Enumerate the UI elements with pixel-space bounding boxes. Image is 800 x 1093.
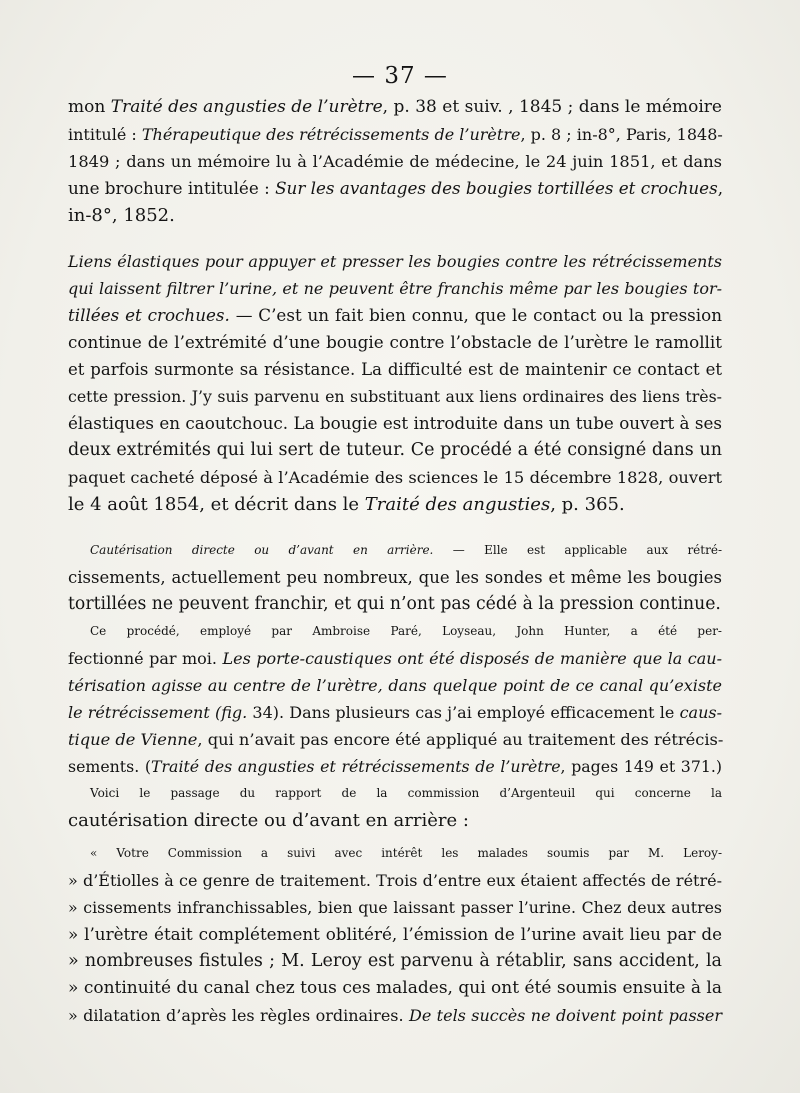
page-number: — 37 — xyxy=(352,63,448,89)
italic-run: qui laissent filtrer l’urine, et ne peuvent être franchis même par les bougies tor- xyxy=(68,279,722,298)
text-line xyxy=(68,437,722,464)
text-line xyxy=(68,564,722,591)
italic-run: térisation agisse au centre de l’urètre, dans quelque point de ce canal qu’existe xyxy=(68,676,722,695)
italic-run: De tels succès ne doivent point passer xyxy=(408,1006,722,1025)
text-run: 1849 ; dans un mémoire lu à l’Académie de médecine, le 24 juin 1851, et dans xyxy=(68,152,722,171)
text-line xyxy=(68,672,722,699)
text-run: tortillées ne peuvent franchir, et qui n’ont pas cédé à la pression continue. xyxy=(68,594,721,614)
paragraph-elastic-ties xyxy=(68,248,722,518)
text-run: , pages 149 et 371.) xyxy=(560,757,723,776)
text-line xyxy=(68,410,722,437)
paragraph-report-intro xyxy=(68,780,722,834)
text-line xyxy=(68,202,722,229)
italic-run: Traité des angusties et rétrécissements de l’urètre xyxy=(151,757,561,776)
text-line xyxy=(68,726,722,753)
text-line xyxy=(68,121,722,148)
text-run: cette pression. J’y suis parvenu en substituant aux liens ordinaires des liens très- xyxy=(68,387,722,406)
italic-run: Cautérisation directe ou d’avant en arrière. xyxy=(90,543,434,557)
text-run: , p. 38 et suiv. , 1845 ; dans le mémoire xyxy=(382,97,722,117)
text-run: fectionné par moi. xyxy=(68,649,223,668)
text-run: continue de l’extrémité d’une bougie contre l’obstacle de l’urètre le ramollit xyxy=(68,332,722,352)
text-line xyxy=(68,148,722,175)
text-line xyxy=(68,537,722,564)
italic-run: Thérapeutique des rétrécissements de l’urètre xyxy=(141,125,521,144)
text-line xyxy=(68,383,722,410)
italic-run: Traité des angusties de l’urètre xyxy=(110,97,383,117)
text-line xyxy=(68,894,722,921)
text-run: Ce procédé, employé par Ambroise Paré, Loyseau, John Hunter, a été per- xyxy=(90,624,722,638)
text-line xyxy=(68,329,722,356)
italic-run: Liens élastiques pour appuyer et presser les bougies contre les rétrécissements xyxy=(68,252,722,271)
text-run: cissements, actuellement peu nombreux, que les sondes et même les bougies xyxy=(68,568,722,587)
text-run: » cissements infranchissables, bien que laissant passer l’urine. Chez deux autres xyxy=(68,898,722,917)
text-line xyxy=(68,867,722,894)
body-text xyxy=(68,94,722,1029)
text-run: deux extrémités qui lui sert de tuteur. Ce procédé a été consigné dans un xyxy=(68,440,722,460)
text-line xyxy=(68,94,722,121)
italic-run: tique de Vienne xyxy=(68,730,198,749)
text-line xyxy=(68,591,722,618)
text-line xyxy=(68,356,722,383)
text-run: élastiques en caoutchouc. La bougie est introduite dans un tube ouvert à ses xyxy=(68,413,722,433)
text-line xyxy=(68,948,722,975)
text-line xyxy=(68,491,722,518)
text-run: paquet cacheté déposé à l’Académie des sciences le 15 décembre 1828, ouvert xyxy=(68,468,722,487)
text-run: mon xyxy=(68,97,111,117)
text-run: Voici le passage du rapport de la commission d’Argenteuil qui concerne la xyxy=(90,786,722,800)
text-line xyxy=(68,921,722,948)
text-run: le 4 août 1854, et décrit dans le xyxy=(68,494,365,515)
italic-run: caus- xyxy=(679,703,722,722)
text-line xyxy=(68,780,722,807)
text-run: » continuité du canal chez tous ces malades, qui ont été soumis ensuite à la xyxy=(68,978,722,998)
text-run: , qui n’avait pas encore été appliqué au traitement des rétrécis- xyxy=(197,730,724,749)
text-line xyxy=(68,840,722,867)
text-run: , xyxy=(717,178,724,198)
italic-run: tillées et crochues. xyxy=(68,305,230,325)
paragraph-commission-quote xyxy=(68,840,722,1029)
text-run: , p. 365. xyxy=(550,494,625,515)
text-run: intitulé : xyxy=(68,125,142,144)
text-line xyxy=(68,302,722,329)
text-run: cautérisation directe ou d’avant en arrière : xyxy=(68,810,469,831)
text-line xyxy=(68,753,722,780)
text-line xyxy=(68,464,722,491)
text-run: , p. 8 ; in-8°, Paris, 1848- xyxy=(520,125,723,144)
paragraph-cauterisation xyxy=(68,537,722,618)
text-run: 34). Dans plusieurs cas j’ai employé efficacement le xyxy=(247,703,680,722)
text-run: « Votre Commission a suivi avec intérêt les malades soumis par M. Leroy- xyxy=(90,846,722,860)
text-run: — C’est un fait bien connu, que le contact ou la pression xyxy=(229,305,723,325)
text-line xyxy=(68,807,722,834)
italic-run: le rétrécissement (fig. xyxy=(68,703,248,722)
italic-run: Les porte-caustiques ont été disposés de manière que la cau- xyxy=(222,649,723,668)
text-run: et parfois surmonte sa résistance. La difficulté est de maintenir ce contact et xyxy=(68,360,722,379)
text-line xyxy=(68,248,722,275)
italic-run: Traité des angusties xyxy=(364,494,551,515)
italic-run: Sur les avantages des bougies tortillées et crochues xyxy=(275,178,718,198)
paragraph-procedure xyxy=(68,618,722,780)
text-run: » dilatation d’après les règles ordinaires. xyxy=(68,1006,409,1025)
text-run: » l’urètre était complétement oblitéré, l’émission de l’urine avait lieu par de xyxy=(68,924,722,944)
paragraph-references xyxy=(68,94,722,229)
text-run: sements. ( xyxy=(68,757,152,776)
text-run: une brochure intitulée : xyxy=(68,178,276,198)
text-run: » nombreuses fistules ; M. Leroy est parvenu à rétablir, sans accident, la xyxy=(68,951,722,971)
text-line xyxy=(68,699,722,726)
text-run: in-8°, 1852. xyxy=(68,205,175,226)
text-run: — Elle est applicable aux rétré- xyxy=(433,543,723,557)
text-line xyxy=(68,645,722,672)
text-run: » d’Étiolles à ce genre de traitement. Trois d’entre eux étaient affectés de rétré- xyxy=(68,871,722,890)
text-line xyxy=(68,175,722,202)
text-line xyxy=(68,975,722,1002)
text-line xyxy=(68,275,722,302)
text-line xyxy=(68,618,722,645)
text-line xyxy=(68,1002,722,1029)
